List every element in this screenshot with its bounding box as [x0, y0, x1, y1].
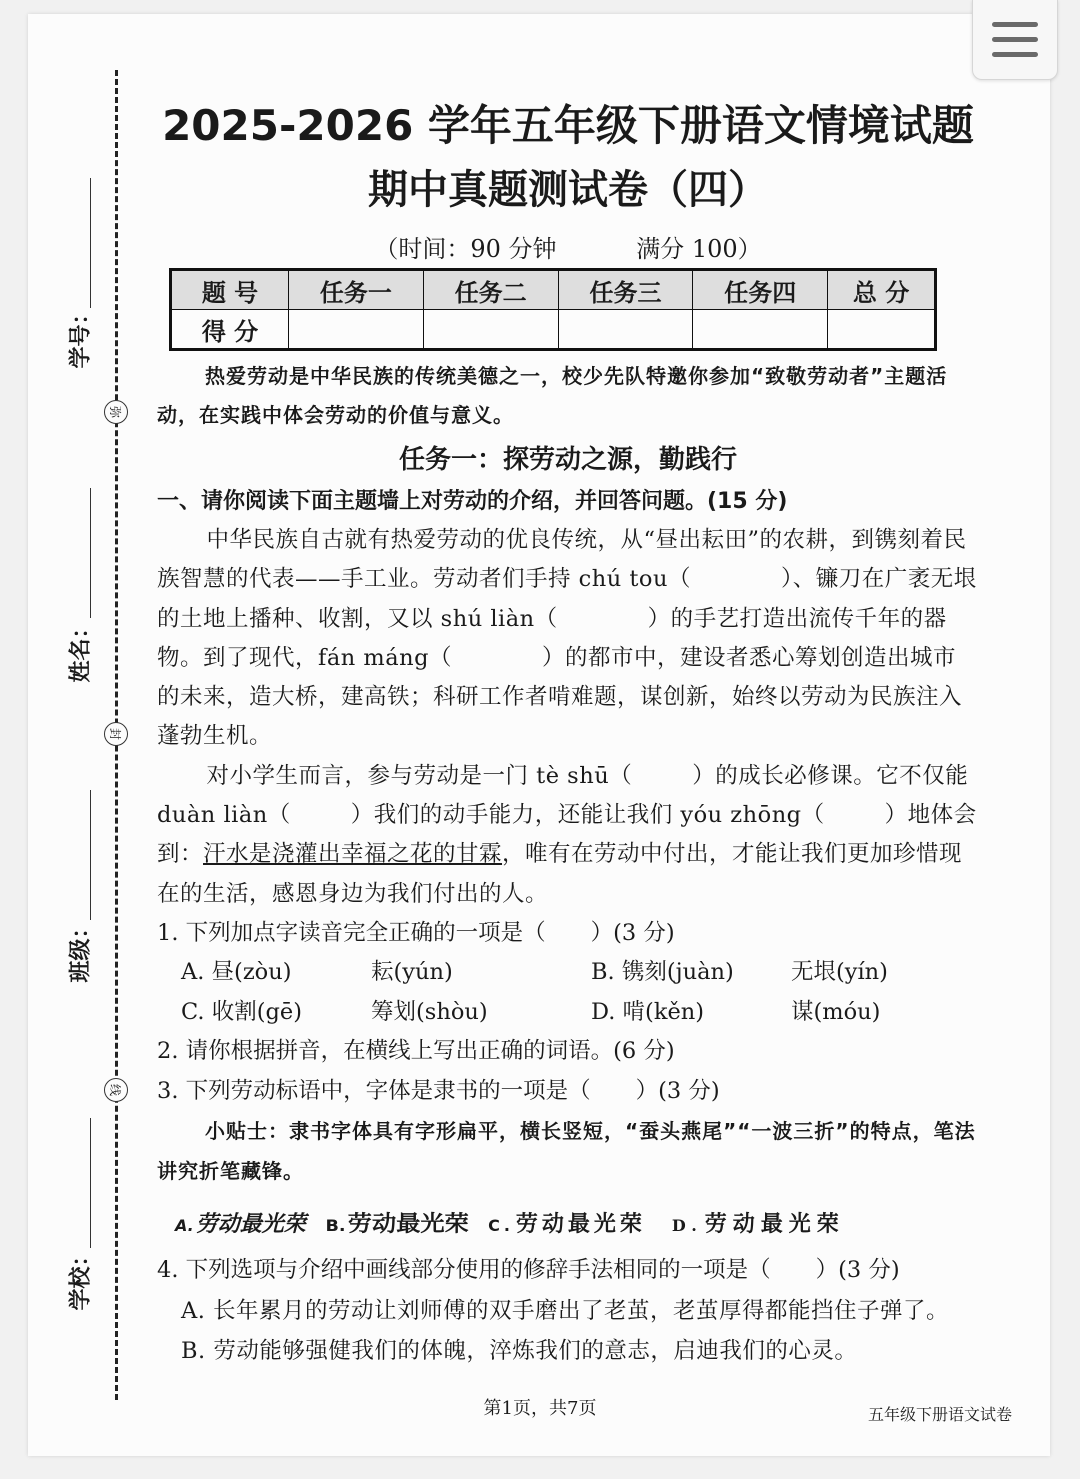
- question-4: 4. 下列选项与介绍中画线部分使用的修辞手法相同的一项是（ ）(3 分): [157, 1257, 900, 1284]
- tip-text: 小贴士：隶书字体具有字形扁平，横长竖短，“蚕头燕尾”“一波三折”的特点，笔法讲究折笔藏锋。: [157, 1119, 976, 1184]
- class-line[interactable]: [90, 790, 91, 920]
- menu-button[interactable]: [972, 0, 1058, 80]
- school-line[interactable]: [90, 1118, 91, 1248]
- score-header-cell: 任务一: [289, 270, 424, 310]
- hamburger-menu-icon-line: [992, 37, 1038, 42]
- option-d[interactable]: D. 啃(kěn): [591, 998, 705, 1025]
- score-cell[interactable]: [423, 310, 558, 350]
- underlined-sentence: 汗水是浇灌出幸福之花的甘霖: [203, 841, 503, 868]
- score-header-cell: 总 分: [828, 270, 936, 310]
- question-3-options: [157, 1199, 979, 1245]
- passage-text: 对小学生而言，参与劳动是一门 tè shū（: [206, 762, 633, 789]
- option-c-2: 筹划(shòu): [371, 998, 488, 1025]
- option-b[interactable]: B. 镌刻(juàn): [591, 959, 734, 986]
- question-3: 3. 下列劳动标语中，字体是隶书的一项是（ ）(3 分): [157, 1077, 720, 1104]
- question-4-option-b[interactable]: B. 劳动能够强健我们的体魄，淬炼我们的意志，启迪我们的心灵。: [181, 1337, 858, 1364]
- question-2: 2. 请你根据拼音，在横线上写出正确的词语。(6 分): [157, 1038, 675, 1065]
- exam-time-info: [157, 232, 979, 266]
- task1-heading: 任务一：探劳动之源，勤践行: [398, 445, 737, 475]
- page-number: 第1页，共7页: [483, 1398, 597, 1419]
- passage-text: ）的成长必修课。它不仅能 duàn liàn（: [157, 762, 969, 829]
- calligraphy-option-b[interactable]: B.劳动最光荣: [325, 1211, 469, 1237]
- calligraphy-option-a[interactable]: A.劳动最光荣: [175, 1211, 306, 1237]
- name-label: [64, 653, 95, 683]
- score-row-label: 得 分: [171, 310, 289, 350]
- hamburger-menu-icon-line: [992, 52, 1038, 57]
- option-c[interactable]: C. 收割(gē): [181, 998, 302, 1025]
- option-a[interactable]: A. 昼(zòu): [181, 959, 292, 986]
- passage-text: ）的手艺打造出流传千年的器物。到了现代，fán máng（: [157, 605, 947, 671]
- score-table-row: [171, 310, 936, 350]
- question-4-option-a[interactable]: A. 长年累月的劳动让刘师傅的双手磨出了老茧，老茧厚得都能挡住子弹了。: [181, 1297, 950, 1324]
- exam-content: [157, 96, 979, 1371]
- exam-title: 2025-2026 学年五年级下册语文情境试题: [162, 101, 974, 150]
- score-header-cell: 任务四: [693, 270, 828, 310]
- calligraphy-option-c[interactable]: C.劳动最光荣: [488, 1211, 646, 1237]
- passage-text: ）、镰刀在广袤无垠的土地上播种、收割，又以 shú liàn（: [157, 566, 977, 632]
- score-cell[interactable]: [558, 310, 693, 350]
- exam-subtitle: 期中真题测试卷（四）: [368, 167, 768, 213]
- school-label: [64, 1281, 95, 1311]
- score-header-cell: 任务二: [423, 270, 558, 310]
- passage-text: ）的都市中，建设者悉心筹划创造出城市的未来，造大桥，建高铁；科研工作者啃难题，谋创新，始终以劳动为民族注入蓬勃生机。: [157, 644, 963, 750]
- score-cell[interactable]: [828, 310, 936, 350]
- seal-mark-feng: 封: [104, 722, 128, 746]
- option-a-2: 耘(yún): [371, 959, 453, 986]
- option-b-2: 无垠(yín): [791, 959, 888, 986]
- student-id-line[interactable]: [90, 178, 91, 308]
- score-header-cell: 任务三: [558, 270, 693, 310]
- footer-paper-name: 五年级下册语文试卷: [867, 1405, 1012, 1424]
- seal-mark-mi: 弥: [104, 400, 128, 424]
- calligraphy-option-d[interactable]: D.劳动最光荣: [671, 1210, 845, 1237]
- passage-paragraph-2: [157, 757, 979, 914]
- exam-full-score: 满分 100）: [636, 235, 762, 263]
- class-label: [64, 953, 95, 983]
- passage-paragraph-1: [157, 521, 979, 757]
- name-line[interactable]: [90, 488, 91, 618]
- passage-text: ，唯有在劳动中付出，才能让我们更加珍惜现在的生活，感恩身边为我们付出的人。: [157, 841, 963, 907]
- passage-text: 中华民族自古就有热爱劳动的优良传统，从“昼出耘田”的农耕，到镌刻着民族智慧的代表——手工业。劳动者们手持 chú tou（: [157, 527, 967, 593]
- student-id-label: [64, 339, 95, 369]
- hamburger-menu-icon: [992, 22, 1038, 27]
- score-table: [169, 268, 937, 351]
- exam-time: （时间：90 分钟: [374, 235, 557, 263]
- question-1-options: [157, 953, 979, 1032]
- score-cell[interactable]: [693, 310, 828, 350]
- score-header-cell: 题 号: [171, 270, 289, 310]
- score-table-header: [171, 270, 936, 310]
- score-cell[interactable]: [289, 310, 424, 350]
- section1-heading: 一、请你阅读下面主题墙上对劳动的介绍，并回答问题。(15 分): [157, 489, 788, 514]
- seal-mark-xian: 线: [104, 1078, 128, 1102]
- intro-text: 热爱劳动是中华民族的传统美德之一，校少先队特邀你参加“致敬劳动者”主题活动，在实践中体会劳动的价值与意义。: [157, 364, 948, 427]
- option-d-2: 谋(móu): [791, 998, 881, 1025]
- passage-text: ）我们的动手能力，还能让我们 yóu zhōng（: [350, 802, 825, 829]
- passage-text: ）地体会到：: [157, 802, 977, 868]
- question-1: 1. 下列加点字读音完全正确的一项是（ ）(3 分): [157, 919, 675, 946]
